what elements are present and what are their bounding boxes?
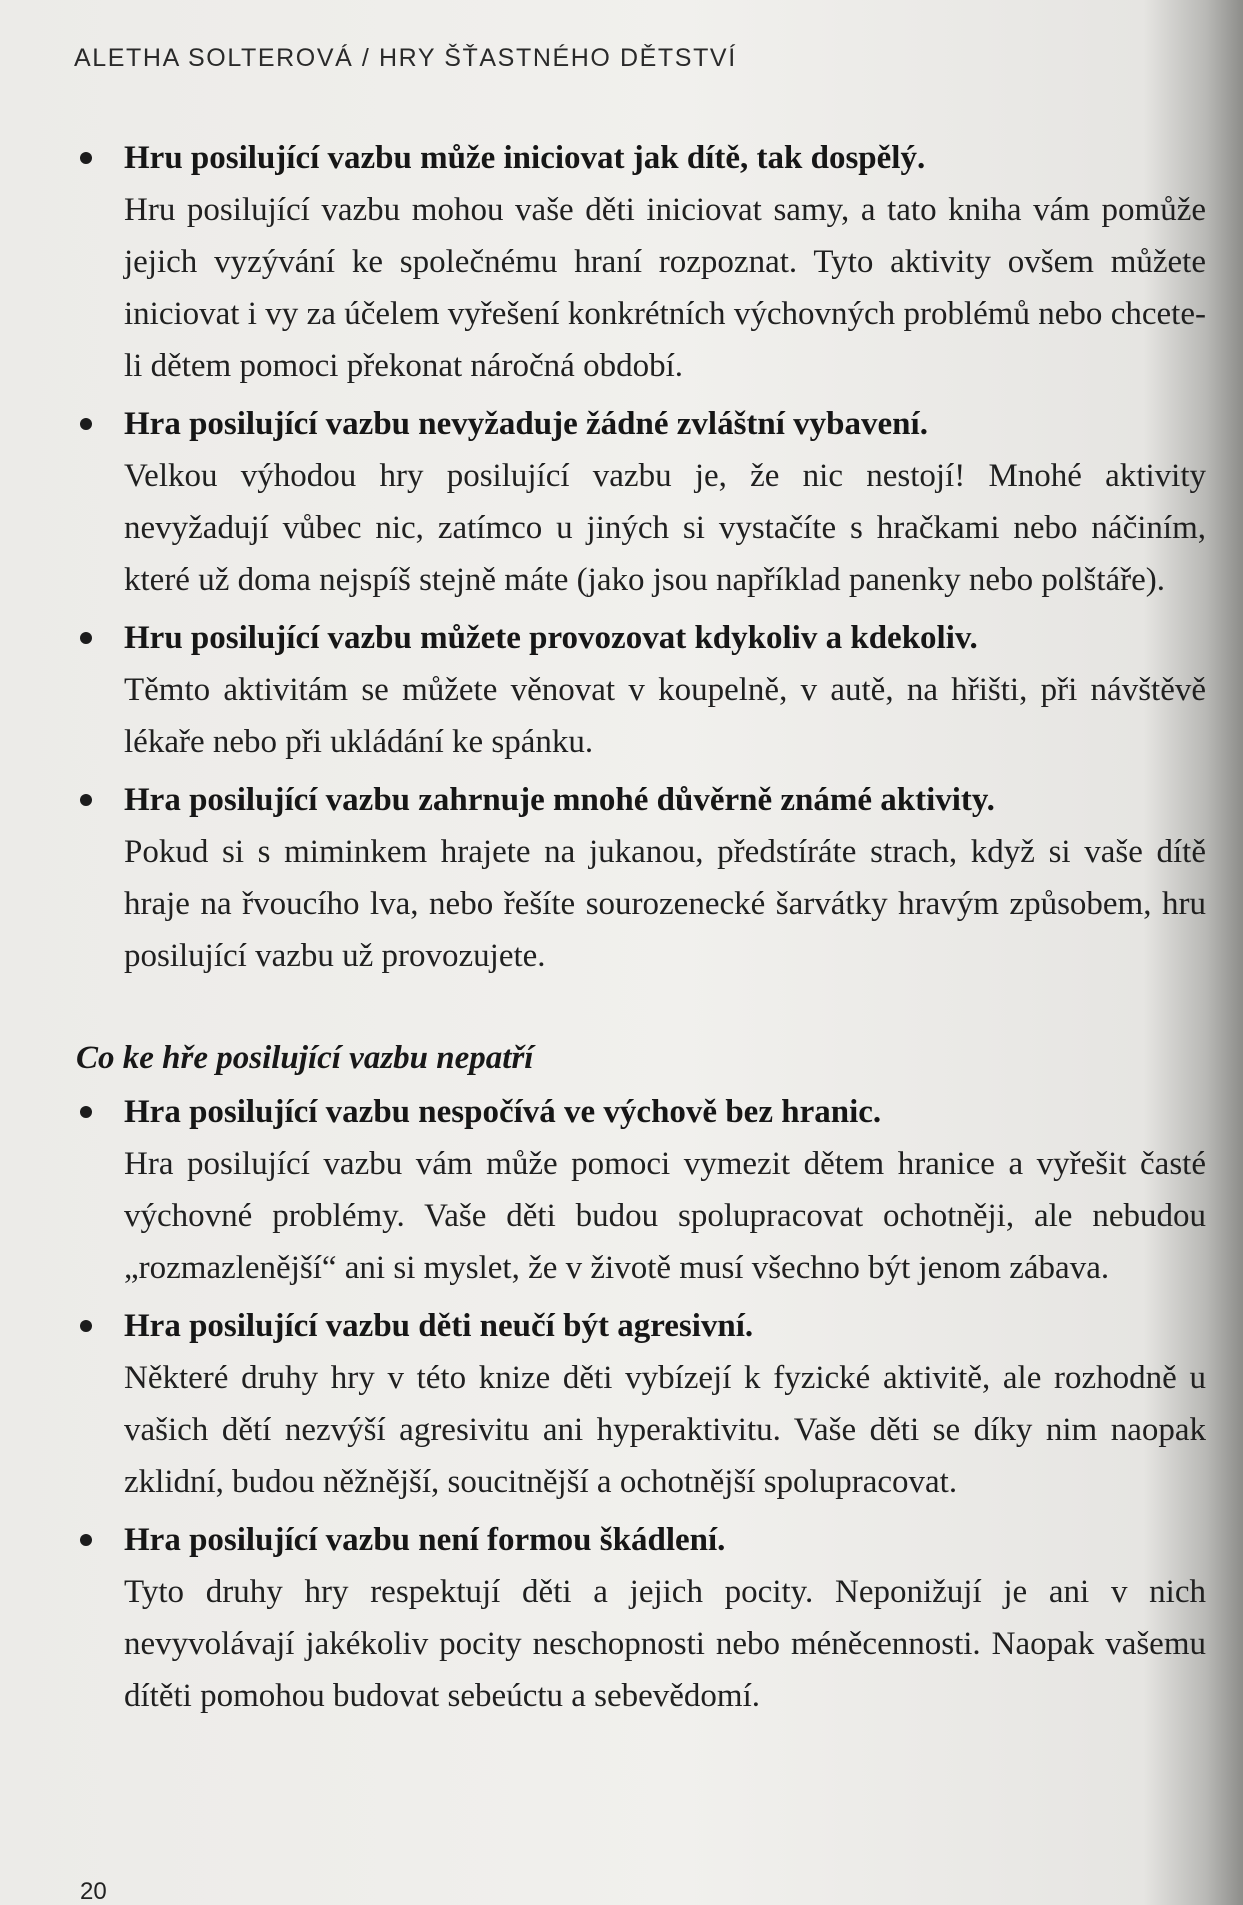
page-content — [76, 132, 1206, 1722]
running-head: ALETHA SOLTEROVÁ / HRY ŠŤASTNÉHO DĚTSTVÍ — [74, 44, 737, 72]
list-item-title: Hra posilující vazbu nespočívá ve výchově bez hranic. — [124, 1094, 882, 1130]
bullet-icon — [80, 152, 92, 164]
list-item-title: Hra posilující vazbu nevyžaduje žádné zvláštní vybavení. — [124, 406, 928, 442]
list-item — [76, 1514, 1206, 1722]
list-item-title: Hra posilující vazbu není formou škádlení. — [124, 1522, 726, 1558]
bullet-icon — [80, 1534, 92, 1546]
bullet-list-not-belongs — [76, 1086, 1206, 1722]
list-item-body: Velkou výhodou hry posilující vazbu je, že nic nestojí! Mnohé aktivity nevyžadují vůbec nic, zatímco u jiných si vystačíte s hračkami nebo náčiním, které už doma nejspíš stejně máte (jako jsou například panenky nebo polštáře). — [124, 458, 1206, 598]
list-item — [76, 398, 1206, 606]
list-item-body: Tyto druhy hry respektují děti a jejich pocity. Neponižují je ani v nich nevyvolávají jakékoliv pocity neschopnosti nebo méněcennosti. Naopak vašemu dítěti pomohou budovat sebeúctu a sebevědomí. — [124, 1574, 1206, 1714]
page-number: 20 — [80, 1878, 107, 1905]
list-item-title: Hru posilující vazbu může iniciovat jak dítě, tak dospělý. — [124, 140, 926, 176]
bullet-icon — [80, 632, 92, 644]
list-item — [76, 132, 1206, 392]
bullet-list-belongs — [76, 132, 1206, 982]
list-item-body: Hra posilující vazbu vám může pomoci vymezit dětem hranice a vyřešit časté výchovné problémy. Vaše děti budou spolupracovat ochotněji, ale nebudou „rozmazlenější“ ani si myslet, že v životě musí všechno být jenom zábava. — [124, 1146, 1206, 1286]
list-item-body: Některé druhy hry v této knize děti vybízejí k fyzické aktivitě, ale rozhodně u vašich dětí nezvýší agresivitu ani hyperaktivitu. Vaše děti se díky nim naopak zklidní, budou něžnější, soucitnější a ochotnější spolupracovat. — [124, 1360, 1206, 1500]
list-item-body: Těmto aktivitám se můžete věnovat v koupelně, v autě, na hřišti, při návštěvě lékaře nebo při ukládání ke spánku. — [124, 672, 1206, 760]
bullet-icon — [80, 794, 92, 806]
bullet-icon — [80, 1320, 92, 1332]
list-item-body: Hru posilující vazbu mohou vaše děti iniciovat samy, a tato kniha vám pomůže jejich vyzývání ke společnému hraní rozpoznat. Tyto aktivity ovšem můžete iniciovat i vy za účelem vyřešení konkrétních výchovných problémů nebo chcete-li dětem pomoci překonat náročná období. — [124, 192, 1206, 384]
list-item — [76, 1086, 1206, 1294]
list-item-title: Hru posilující vazbu můžete provozovat kdykoliv a kdekoliv. — [124, 620, 978, 656]
list-item-title: Hra posilující vazbu zahrnuje mnohé důvěrně známé aktivity. — [124, 782, 995, 818]
list-item-body: Pokud si s miminkem hrajete na jukanou, předstíráte strach, když si vaše dítě hraje na řvoucího lva, nebo řešíte sourozenecké šarvátky hravým způsobem, hru posilující vazbu už provozujete. — [124, 834, 1206, 974]
bullet-icon — [80, 418, 92, 430]
list-item — [76, 612, 1206, 768]
section-heading: Co ke hře posilující vazbu nepatří — [76, 1040, 534, 1076]
bullet-icon — [80, 1106, 92, 1118]
list-item — [76, 774, 1206, 982]
list-item — [76, 1300, 1206, 1508]
list-item-title: Hra posilující vazbu děti neučí být agresivní. — [124, 1308, 754, 1344]
